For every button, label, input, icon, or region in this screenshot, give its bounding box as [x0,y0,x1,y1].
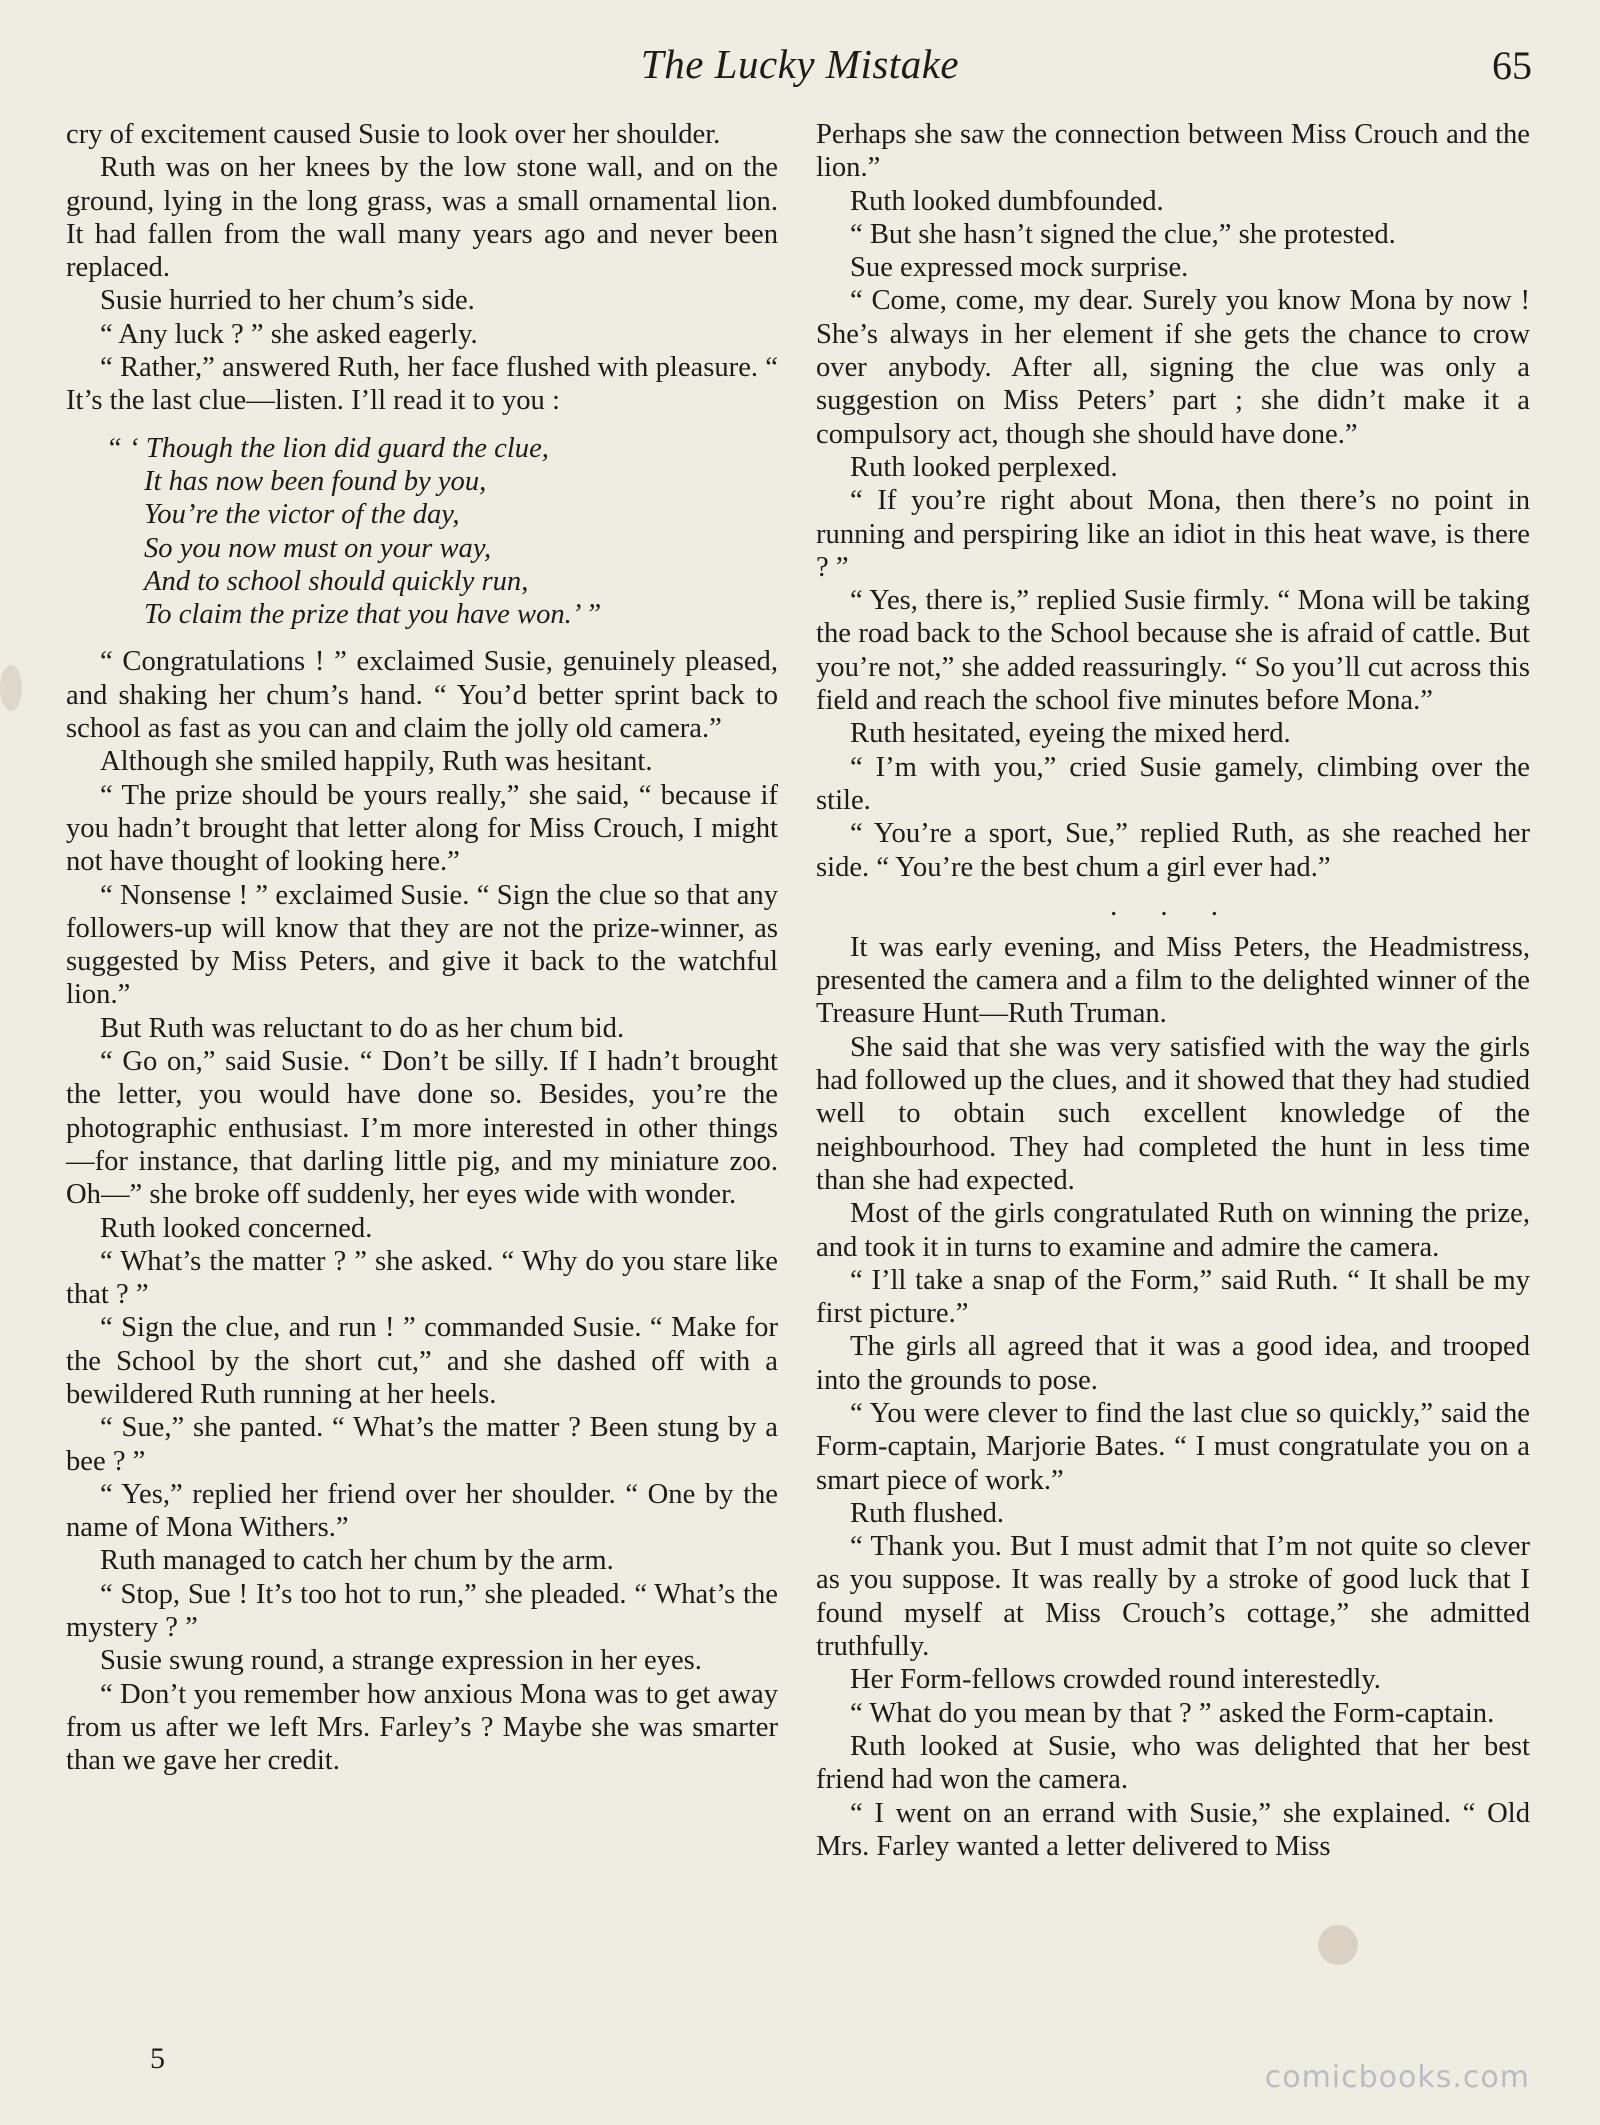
paragraph: Susie hurried to her chum’s side. [100,285,475,317]
verse-line: And to school should quickly run, [144,565,529,597]
paragraph: Ruth was on her knees by the low stone wall, and on the ground, lying in the long grass, was a small ornamental lion. It had fallen from the wall many years ago and never been replaced. [66,152,778,284]
paragraph: Most of the girls congratulated Ruth on winning the prize, and took it in turns to examine and admire the camera. [816,1198,1530,1263]
paragraph: “ The prize should be yours really,” she said, “ because if you hadn’t brought that letter along for Miss Crouch, I might not have thought of looking here.” [66,779,778,878]
paragraph: “ Sue,” she panted. “ What’s the matter ? Been stung by a bee ? ” [66,1412,778,1477]
paragraph: Ruth managed to catch her chum by the arm. [100,1545,614,1577]
page-number: 65 [1492,43,1532,88]
paragraph: “ You were clever to find the last clue so quickly,” said the Form-captain, Marjorie Bates. “ I must congratulate you on a smart piece of work.” [816,1397,1530,1496]
paragraph: It was early evening, and Miss Peters, the Headmistress, presented the camera and a film to the delighted winner of the Treasure Hunt—Ruth Truman. [816,931,1530,1030]
paragraph: “ Go on,” said Susie. “ Don’t be silly. If I hadn’t brought the letter, you would have done so. Besides, you’re the photographic enthusiast. I’m more interested in other things—for instance, that darling little pig, and my miniature zoo. Oh—” she broke off suddenly, her eyes wide with wonder. [66,1046,778,1211]
paragraph: “ Any luck ? ” she asked eagerly. [100,318,478,350]
paragraph: She said that she was very satisfied with the way the girls had followed up the clues, and it showed that they had studied well to obtain such excellent knowledge of the neighbourhood. They had completed the hunt in less time than she had expected. [816,1031,1530,1196]
paragraph: “ If you’re right about Mona, then there’s no point in running and perspiring like an idiot in this heat wave, is there ? ” [816,485,1530,583]
paragraph: The girls all agreed that it was a good idea, and trooped into the grounds to pose. [816,1331,1530,1396]
paragraph: “ I went on an errand with Susie,” she explained. “ Old Mrs. Farley wanted a letter delivered to Miss [816,1797,1530,1862]
paragraph: Susie swung round, a strange expression in her eyes. [100,1645,702,1677]
site-watermark: comicbooks.com [1264,2060,1530,2095]
paragraph: Ruth looked concerned. [100,1212,373,1244]
right-column [816,118,1530,1863]
paragraph: “ Stop, Sue ! It’s too hot to run,” she pleaded. “ What’s the mystery ? ” [66,1578,778,1644]
verse-line: So you now must on your way, [144,532,492,564]
paragraph: “ Yes,” replied her friend over her shoulder. “ One by the name of Mona Withers.” [66,1478,778,1544]
paragraph: “ Thank you. But I must admit that I’m not quite so clever as you suppose. It was really by a stroke of good luck that I found myself at Miss Crouch’s cottage,” she admitted truthfully. [816,1531,1530,1663]
paragraph: cry of excitement caused Susie to look over her shoulder. [66,119,721,150]
paragraph: Sue expressed mock surprise. [850,252,1189,284]
paragraph: Ruth looked perplexed. [850,451,1118,483]
page-stain [1318,1925,1358,1965]
verse-line: You’re the victor of the day, [144,499,460,531]
story-title: The Lucky Mistake [640,41,960,87]
paragraph: “ Rather,” answered Ruth, her face flushed with pleasure. “ It’s the last clue—listen. I’ll read it to you : [66,352,778,417]
paragraph: But Ruth was reluctant to do as her chum bid. [100,1012,625,1044]
paragraph: “ But she hasn’t signed the clue,” she protested. [850,218,1396,250]
verse-line: To claim the prize that you have won.’ ” [144,599,602,631]
paragraph: Perhaps she saw the connection between Miss Crouch and the lion.” [816,119,1530,184]
running-header [0,40,1600,100]
paragraph: Her Form-fellows crowded round interestedly. [850,1664,1381,1696]
paragraph: “ What do you mean by that ? ” asked the Form-captain. [850,1697,1495,1729]
clue-verse [66,432,778,632]
paragraph: “ Nonsense ! ” exclaimed Susie. “ Sign the clue so that any followers-up will know that they are not the prize-winner, as suggested by Miss Peters, and give it back to the watchful lion.” [66,879,778,1011]
paragraph: Ruth looked dumbfounded. [850,185,1164,217]
paragraph: “ What’s the matter ? ” she asked. “ Why do you stare like that ? ” [66,1245,778,1311]
paragraph: “ Don’t you remember how anxious Mona was to get away from us after we left Mrs. Farley’s ? Maybe she was smarter than we gave her credit. [66,1678,778,1777]
paragraph: “ Sign the clue, and run ! ” commanded Susie. “ Make for the School by the short cut,” and she dashed off with a bewildered Ruth running at her heels. [66,1312,778,1410]
paragraph: “ You’re a sport, Sue,” replied Ruth, as she reached her side. “ You’re the best chum a girl ever had.” [816,818,1530,883]
page-stain [0,665,22,711]
section-separator: . . . [1110,890,1236,922]
paragraph: “ Congratulations ! ” exclaimed Susie, genuinely pleased, and shaking her chum’s hand. “ You’d better sprint back to school as fast as you can and claim the jolly old camera.” [66,646,778,745]
paragraph: “ I’ll take a snap of the Form,” said Ruth. “ It shall be my first picture.” [816,1264,1530,1330]
paragraph: Ruth looked at Susie, who was delighted that her best friend had won the camera. [816,1730,1530,1796]
verse-line: It has now been found by you, [144,465,487,497]
paragraph: “ Come, come, my dear. Surely you know Mona by now ! She’s always in her element if she gets the chance to crow over anybody. After all, signing the clue was only a suggestion on Miss Peters’ part ; she didn’t make it a compulsory act, though she should have done.” [816,285,1530,450]
left-column [66,118,778,1778]
signature-mark: 5 [150,2042,165,2075]
verse-line: “ ‘ Though the lion did guard the clue, [106,432,549,464]
paragraph: “ Yes, there is,” replied Susie firmly. “ Mona will be taking the road back to the School because she is afraid of cattle. But you’re not,” she added reassuringly. “ So you’ll cut across this field and reach the school five minutes before Mona.” [816,585,1530,717]
paragraph: Although she smiled happily, Ruth was hesitant. [100,746,653,778]
paragraph: “ I’m with you,” cried Susie gamely, climbing over the stile. [816,751,1530,816]
paragraph: Ruth flushed. [850,1497,1005,1529]
paragraph: Ruth hesitated, eyeing the mixed herd. [850,718,1291,750]
